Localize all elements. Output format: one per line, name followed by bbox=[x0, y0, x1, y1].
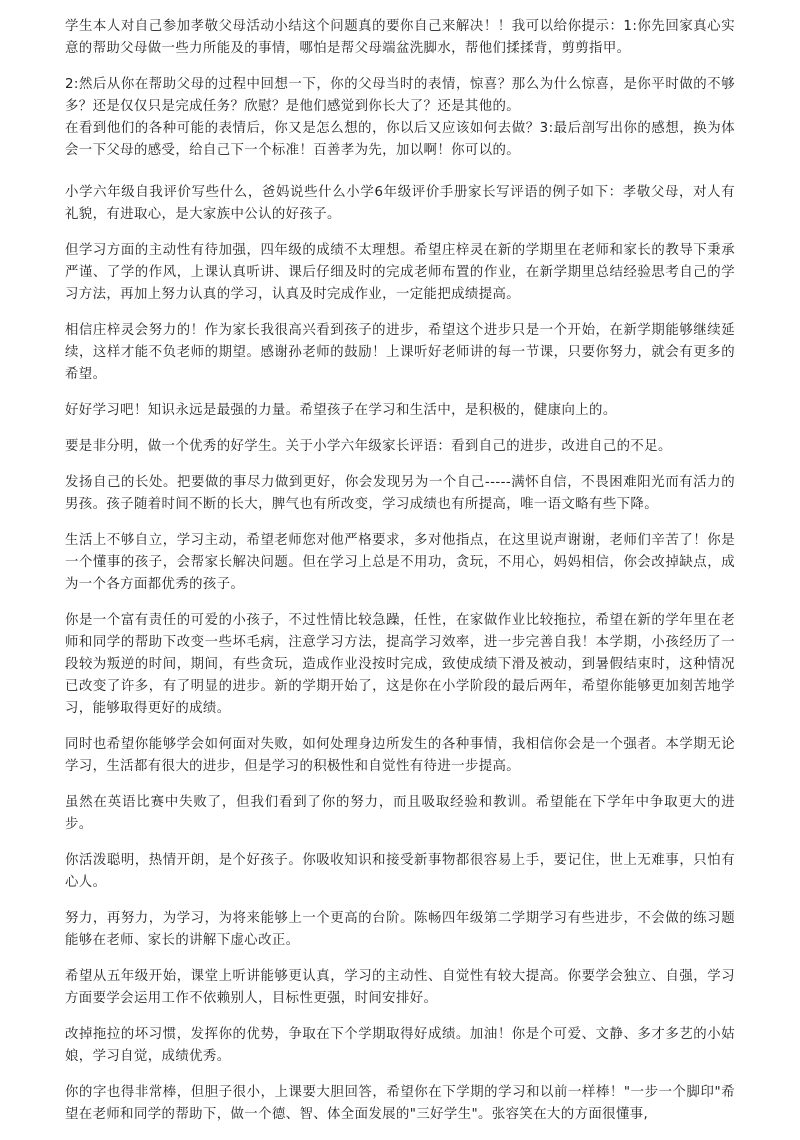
paragraph-10: 生活上不够自立，学习主动，希望老师您对他严格要求，多对他指点，在这里说声谢谢，老师们辛苦了！你是一个懂事的孩子，会帮家长解决问题。但在学习上总是不用功，贪玩，不用心，妈妈相信，你会改掉缺点，成为一个各方面都优秀的孩子。 bbox=[65, 533, 735, 592]
paragraph-5: 但学习方面的主动性有待加强，四年级的成绩不太理想。希望庄梓灵在新的学期里在老师和家长的教导下秉承严谨、了学的作风，上课认真听讲、课后仔细及时的完成老师布置的作业，在新学期里总结经验思考自己的学习方法，再加上努力认真的学习，认真及时完成作业，一定能把成绩提高。 bbox=[65, 243, 735, 302]
paragraph-2: 2:然后从你在帮助父母的过程中回想一下，你的父母当时的表情，惊喜？那么为什么惊喜，是你平时做的不够多？还是仅仅只是完成任务？欣慰？是他们感觉到你长大了？还是其他的。 bbox=[65, 77, 735, 114]
paragraph-15: 努力，再努力，为学习，为将来能够上一个更高的台阶。陈畅四年级第二学期学习有些进步，不会做的练习题能够在老师、家长的讲解下虚心改正。 bbox=[65, 911, 735, 948]
paragraph-9: 发扬自己的长处。把要做的事尽力做到更好，你会发现另为一个自己-----满怀自信，不畏困难阳光而有活力的男孩。孩子随着时间不断的长大，脾气也有所改变，学习成绩也有所提高，唯一语文略有些下降。 bbox=[65, 475, 735, 512]
paragraph-8: 要是非分明，做一个优秀的好学生。关于小学六年级家长评语：看到自己的进步，改进自己的不足。 bbox=[65, 439, 672, 454]
document-body bbox=[65, 16, 735, 1140]
paragraph-13: 虽然在英语比赛中失败了，但我们看到了你的努力，而且吸取经验和教训。希望能在下学年中争取更大的进步。 bbox=[65, 795, 735, 832]
paragraph-3: 在看到他们的各种可能的表情后，你又是怎么想的，你以后又应该如何去做？3:最后剖写出你的感想，换为体会一下父母的感受，给自己下一个标准！百善孝为先，加以啊！你可以的。 bbox=[65, 121, 735, 158]
paragraph-7: 好好学习吧！知识永远是最强的力量。希望孩子在学习和生活中，是积极的，健康向上的。 bbox=[65, 403, 617, 418]
paragraph-11: 你是一个富有责任的可爱的小孩子，不过性情比较急躁，任性，在家做作业比较拖拉，希望在新的学年里在老师和同学的帮助下改变一些坏毛病，注意学习方法，提高学习效率，进一步完善自我！本学期，小孩经历了一段较为叛逆的时间，期间，有些贪玩，造成作业没按时完成，致使成绩下滑及被动，到暑假结束时，这种情况已改变了许多，有了明显的进步。新的学期开始了，这是你在小学阶段的最后两年，希望你能够更加刻苦地学习，能够取得更好的成绩。 bbox=[65, 613, 735, 716]
paragraph-14: 你活泼聪明，热情开朗，是个好孩子。你吸收知识和接受新事物都很容易上手，要记住，世上无难事，只怕有心人。 bbox=[65, 853, 735, 890]
paragraph-1: 学生本人对自己参加孝敬父母活动小结这个问题真的要你自己来解决！！我可以给你提示：1:你先回家真心实意的帮助父母做一些力所能及的事情，哪怕是帮父母端盆洗脚水，帮他们揉揉背，剪剪指甲。 bbox=[65, 19, 735, 56]
paragraph-17: 改掉拖拉的坏习惯，发挥你的优势，争取在下个学期取得好成绩。加油！你是个可爱、文静、多才多艺的小姑娘，学习自觉，成绩优秀。 bbox=[65, 1027, 735, 1064]
paragraph-12: 同时也希望你能够学会如何面对失败，如何处理身边所发生的各种事情，我相信你会是一个强者。本学期无论学习，生活都有很大的进步，但是学习的积极性和自觉性有待进一步提高。 bbox=[65, 737, 735, 774]
paragraph-4: 小学六年级自我评价写些什么，爸妈说些什么小学6年级评价手册家长写评语的例子如下：孝敬父母，对人有礼貌，有进取心，是大家族中公认的好孩子。 bbox=[65, 185, 735, 222]
paragraph-16: 希望从五年级开始，课堂上听讲能够更认真，学习的主动性、自觉性有较大提高。你要学会独立、自强，学习方面要学会运用工作不依赖别人，目标性更强，时间安排好。 bbox=[65, 969, 735, 1006]
paragraph-18: 你的字也得非常棒，但胆子很小，上课要大胆回答，希望你在下学期的学习和以前一样棒！"一步一个脚印"希望在老师和同学的帮助下，做一个德、智、体全面发展的"三好学生"。张容笑在大的方面很懂事, bbox=[65, 1085, 735, 1122]
paragraph-6: 相信庄梓灵会努力的！作为家长我很高兴看到孩子的进步，希望这个进步只是一个开始，在新学期能够继续延续，这样才能不负老师的期望。感谢孙老师的鼓励！上课听好老师讲的每一节课，只要你努力，就会有更多的希望。 bbox=[65, 323, 735, 382]
